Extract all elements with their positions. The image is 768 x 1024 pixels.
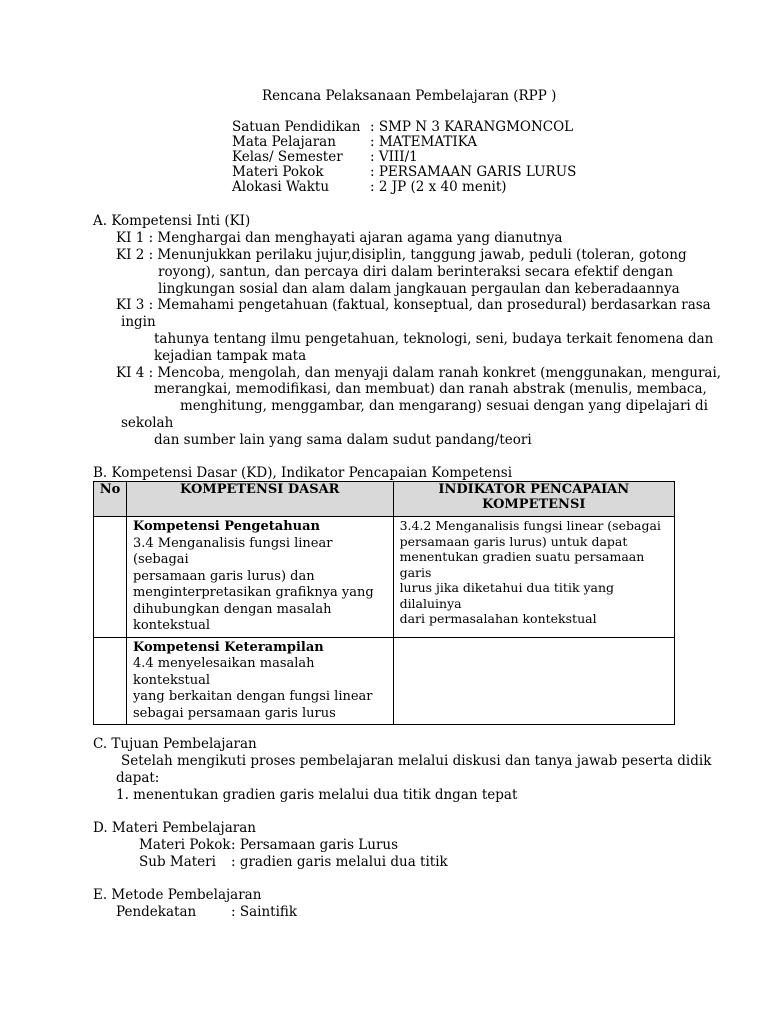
ki-line: merangkai, memodifikasi, dan membuat) dan ranah abstrak (menulis, membaca,	[154, 381, 707, 397]
ki-line: lingkungan sosial dan alam dalam jangkauan pergaulan dan keberadaannya	[158, 281, 680, 297]
kd-cell	[126, 517, 393, 638]
identity-label: Kelas/ Semester	[232, 149, 343, 165]
kd-title: Kompetensi Keterampilan	[132, 639, 324, 655]
kd-table	[93, 481, 675, 725]
ki-line: KI 1 : Menghargai dan menghayati ajaran agama yang dianutnya	[116, 230, 563, 246]
row-no	[94, 637, 127, 725]
identity-label: Materi Pokok	[232, 164, 324, 180]
header-kompetensi-dasar: KOMPETENSI DASAR	[126, 482, 393, 517]
identity-label: Satuan Pendidikan	[232, 119, 361, 135]
table-row	[94, 517, 675, 638]
header-indikator-line: KOMPETENSI	[482, 497, 586, 512]
section-heading: C. Tujuan Pembelajaran	[93, 736, 257, 752]
tujuan-line: dapat:	[116, 770, 160, 786]
materi-value: : gradien garis melalui dua titik	[231, 854, 448, 870]
kd-title: Kompetensi Pengetahuan	[132, 519, 320, 534]
materi-value: : Persamaan garis Lurus	[231, 837, 399, 853]
ki-line: KI 4 : Mencoba, mengolah, dan menyaji dalam ranah konkret (menggunakan, mengurai,	[116, 365, 722, 381]
header-no: No	[94, 482, 127, 517]
indikator-line: 3.4.2 Menganalisis fungsi linear (sebagai	[399, 518, 661, 533]
section-heading: D. Materi Pembelajaran	[93, 820, 256, 836]
materi-label: Materi Pokok	[139, 837, 231, 853]
ki-line: tahunya tentang ilmu pengetahuan, teknologi, seni, budaya terkait fenomena dan	[154, 331, 714, 347]
indikator-line: dari permasalahan kontekstual	[399, 611, 597, 626]
kd-cell	[126, 637, 393, 725]
indikator-line: lurus jika diketahui dua titik yang dilaluinya	[399, 580, 615, 611]
ki-line: sekolah	[121, 415, 174, 431]
row-no	[94, 517, 127, 638]
ki-line: ingin	[121, 314, 156, 330]
kd-line: menginterpretasikan grafiknya yang	[132, 585, 374, 600]
metode-value: : Saintifik	[231, 904, 298, 920]
identity-label: Mata Pelajaran	[232, 134, 336, 150]
kd-line: yang berkaitan dengan fungsi linear	[132, 689, 373, 704]
identity-value: : VIII/1	[370, 149, 418, 165]
ki-line: royong), santun, dan percaya diri dalam berinteraksi secara efektif dengan	[158, 264, 674, 280]
kd-line: persamaan garis lurus) dan	[132, 568, 315, 584]
header-indikator-line: INDIKATOR PENCAPAIAN	[438, 482, 630, 497]
identity-value: : PERSAMAAN GARIS LURUS	[370, 164, 577, 180]
tujuan-item: 1. menentukan gradien garis melalui dua titik dngan tepat	[116, 787, 518, 803]
ki-line: KI 3 : Memahami pengetahuan (faktual, konseptual, dan prosedural) berdasarkan rasa	[116, 297, 711, 313]
indikator-line: persamaan garis lurus) untuk dapat	[399, 533, 628, 549]
ki-line: dan sumber lain yang sama dalam sudut pandang/teori	[154, 432, 532, 448]
header-indikator	[393, 482, 674, 517]
section-heading: A. Kompetensi Inti (KI)	[93, 213, 251, 229]
kd-line: dihubungkan dengan masalah	[132, 601, 332, 617]
materi-label: Sub Materi	[139, 854, 216, 870]
indikator-line: menentukan gradien suatu persamaan garis	[399, 549, 645, 580]
kd-line: kontekstual	[132, 618, 211, 633]
identity-value: : SMP N 3 KARANGMONCOL	[370, 119, 574, 135]
table-header-row	[94, 482, 675, 517]
kd-line: 3.4 Menganalisis fungsi linear (sebagai	[132, 535, 333, 567]
metode-label: Pendekatan	[116, 904, 197, 920]
identity-value: : 2 JP (2 x 40 menit)	[370, 179, 507, 195]
indikator-cell	[393, 637, 674, 725]
identity-label: Alokasi Waktu	[232, 179, 330, 195]
kd-line: sebagai persamaan garis lurus	[132, 705, 336, 721]
identity-value: : MATEMATIKA	[370, 134, 477, 150]
kd-line: 4.4 menyelesaikan masalah kontekstual	[132, 656, 315, 688]
ki-line: menghitung, menggambar, dan mengarang) sesuai dengan yang dipelajari di	[180, 398, 709, 414]
ki-line: kejadian tampak mata	[154, 348, 307, 364]
indikator-cell	[393, 517, 674, 638]
ki-line: KI 2 : Menunjukkan perilaku jujur,disiplin, tanggung jawab, peduli (toleran, gotong	[116, 247, 687, 263]
page-title: Rencana Pelaksanaan Pembelajaran (RPP )	[262, 88, 557, 104]
section-heading: B. Kompetensi Dasar (KD), Indikator Pencapaian Kompetensi	[93, 465, 513, 481]
table-row	[94, 637, 675, 725]
section-heading: E. Metode Pembelajaran	[93, 887, 262, 903]
tujuan-line: Setelah mengikuti proses pembelajaran melalui diskusi dan tanya jawab peserta didik	[121, 753, 712, 769]
